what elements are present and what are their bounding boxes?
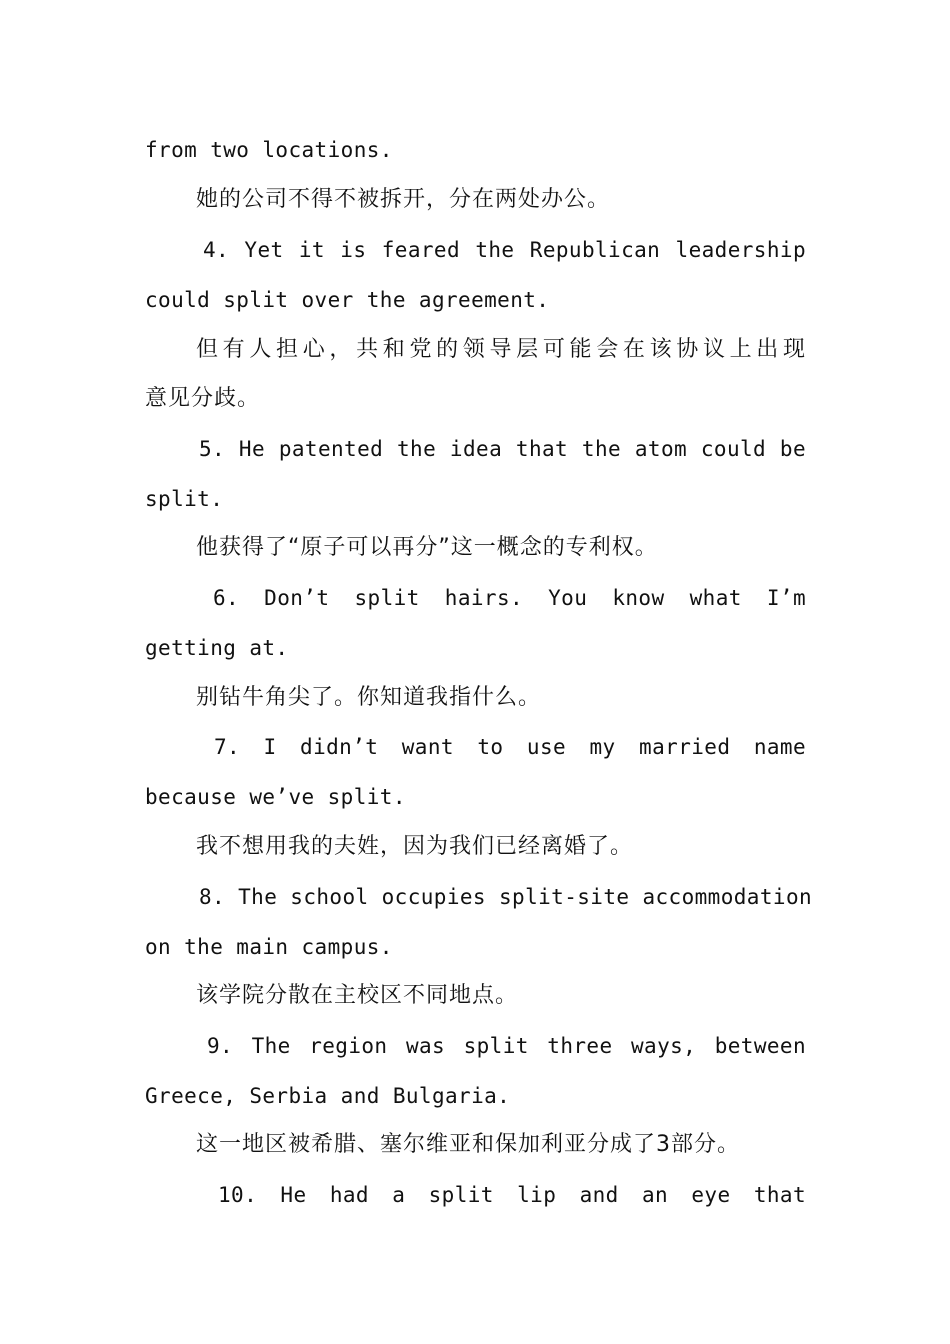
translation-line: 他获得了“原子可以再分”这一概念的专利权。 (196, 535, 658, 560)
translation-line: 该学院分散在主校区不同地点。 (196, 983, 519, 1008)
example-sentence: 10. He had a split lip and an eye that (218, 1183, 806, 1207)
text-line: could split over the agreement. (145, 288, 550, 312)
translation-line: 这一地区被希腊、塞尔维亚和保加利亚分成了3部分。 (196, 1132, 740, 1157)
example-sentence: 7. I didn’t want to use my married name (214, 735, 806, 759)
translation-line: 但有人担心，共和党的领导层可能会在该协议上出现 (196, 337, 806, 362)
text-line: because we’ve split. (145, 785, 406, 809)
translation-line: 我不想用我的夫姓，因为我们已经离婚了。 (196, 834, 634, 859)
translation-line: 别钻牛角尖了。你知道我指什么。 (196, 685, 542, 710)
translation-line: 她的公司不得不被拆开，分在两处办公。 (196, 187, 611, 212)
text-line: Greece, Serbia and Bulgaria. (145, 1084, 511, 1108)
example-sentence: 6. Don’t split hairs. You know what I’m (213, 586, 806, 610)
example-sentence: 8. The school occupies split-site accommodation (199, 885, 813, 909)
text-line: on the main campus. (145, 935, 393, 959)
example-sentence: 4. Yet it is feared the Republican leadership (203, 238, 806, 262)
text-line: split. (145, 487, 224, 511)
translation-line: 意见分歧。 (145, 386, 261, 411)
example-sentence: 9. The region was split three ways, between (207, 1034, 806, 1058)
text-line: from two locations. (145, 138, 393, 162)
text-line: getting at. (145, 636, 289, 660)
example-sentence: 5. He patented the idea that the atom could be (199, 437, 806, 461)
